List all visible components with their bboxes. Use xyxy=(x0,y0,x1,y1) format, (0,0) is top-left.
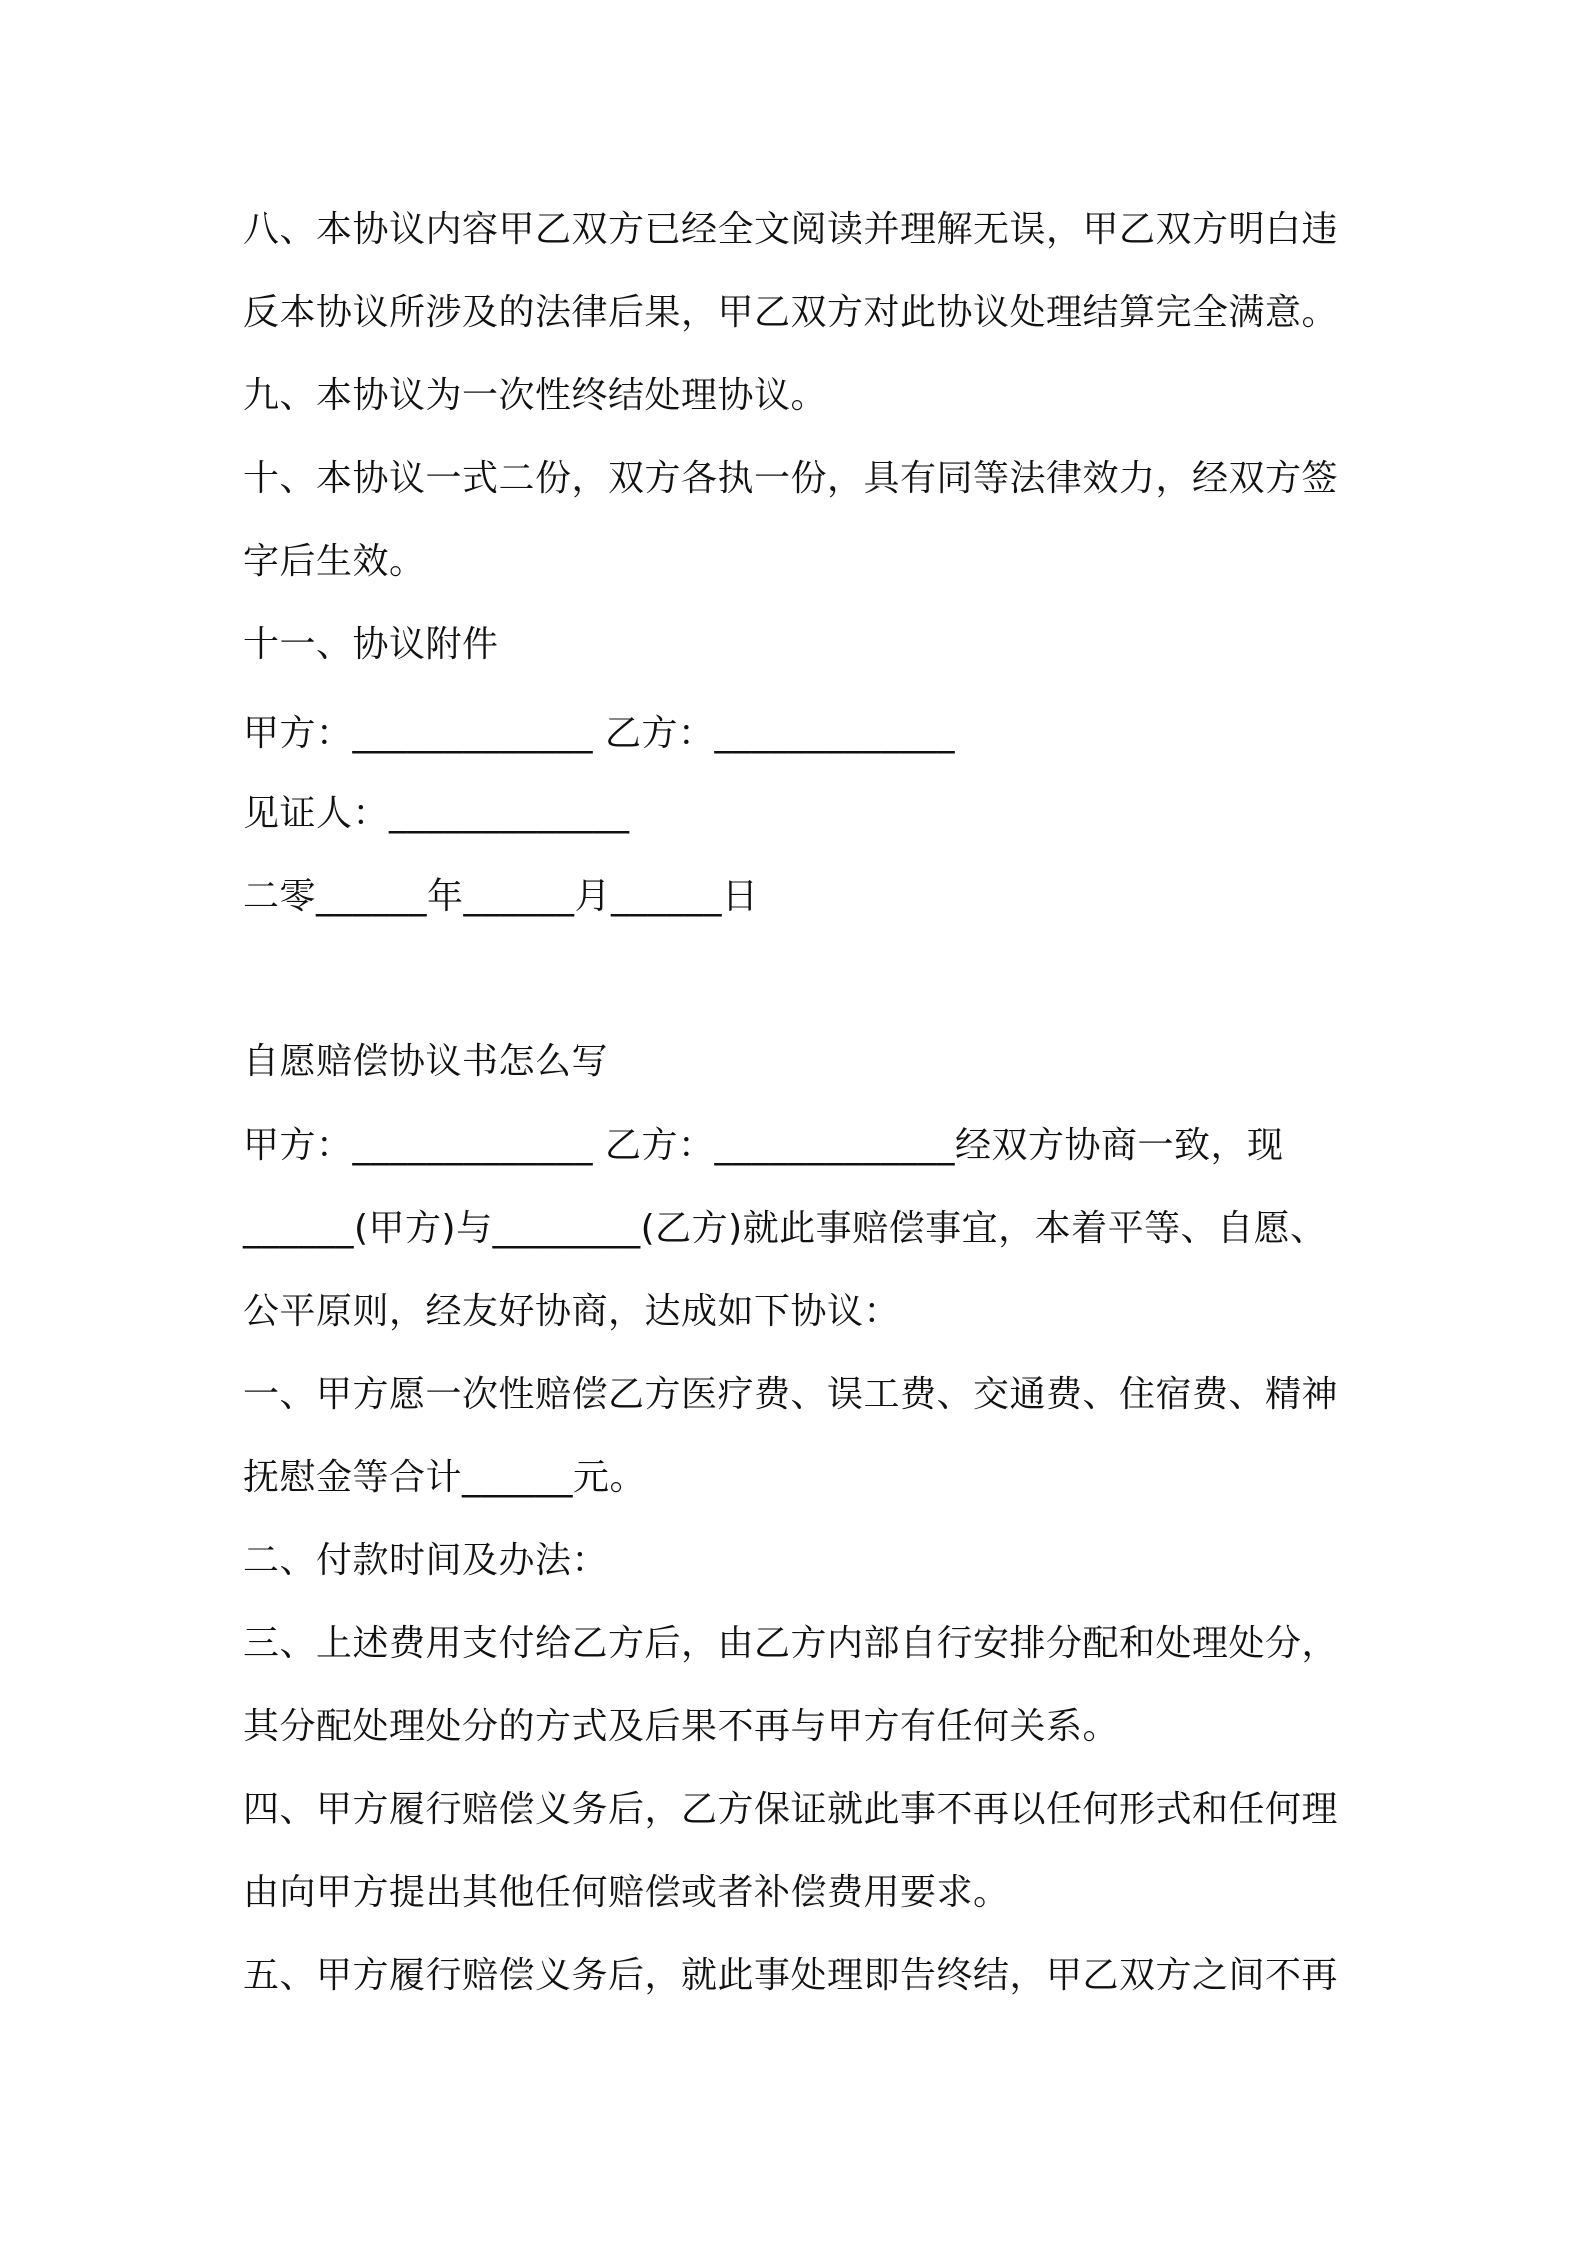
intro-line-1: 甲方：_____________ 乙方：_____________经双方协商一致，现 xyxy=(243,1125,1284,1166)
clause-5-line-1: 五、甲方履行赔偿义务后，就此事处理即告终结，甲乙双方之间不再 xyxy=(243,1955,1339,1996)
clause-4-line-2: 由向甲方提出其他任何赔偿或者补偿费用要求。 xyxy=(243,1872,1010,1913)
document-title: 自愿赔偿协议书怎么写 xyxy=(243,1041,609,1082)
clause-10-line-1: 十、本协议一式二份，双方各执一份，具有同等法律效力，经双方签 xyxy=(243,458,1339,499)
clause-10-line-2: 字后生效。 xyxy=(243,541,426,582)
signature-witness: 见证人：_____________ xyxy=(243,793,630,834)
intro-line-3: 公平原则，经友好协商，达成如下协议： xyxy=(243,1291,901,1332)
clause-3-line-1: 三、上述费用支付给乙方后，由乙方内部自行安排分配和处理处分， xyxy=(243,1623,1339,1664)
clause-1-line-2: 抚慰金等合计______元。 xyxy=(243,1457,647,1498)
clause-11: 十一、协议附件 xyxy=(243,624,499,665)
clause-8-line-2: 反本协议所涉及的法律后果，甲乙双方对此协议处理结算完全满意。 xyxy=(243,292,1339,333)
signature-date: 二零______年______月______日 xyxy=(243,876,759,917)
clause-8-line-1: 八、本协议内容甲乙双方已经全文阅读并理解无误，甲乙双方明白违 xyxy=(243,209,1339,250)
clause-9: 九、本协议为一次性终结处理协议。 xyxy=(243,375,828,416)
intro-line-2: ______(甲方)与________(乙方)就此事赔偿事宜，本着平等、自愿、 xyxy=(243,1208,1327,1249)
clause-1-line-1: 一、甲方愿一次性赔偿乙方医疗费、误工费、交通费、住宿费、精神 xyxy=(243,1374,1339,1415)
clause-2: 二、付款时间及办法： xyxy=(243,1540,609,1581)
signature-party-a-b: 甲方：_____________ 乙方：_____________ xyxy=(243,713,955,754)
clause-4-line-1: 四、甲方履行赔偿义务后，乙方保证就此事不再以任何形式和任何理 xyxy=(243,1789,1339,1830)
clause-3-line-2: 其分配处理处分的方式及后果不再与甲方有任何关系。 xyxy=(243,1706,1120,1747)
